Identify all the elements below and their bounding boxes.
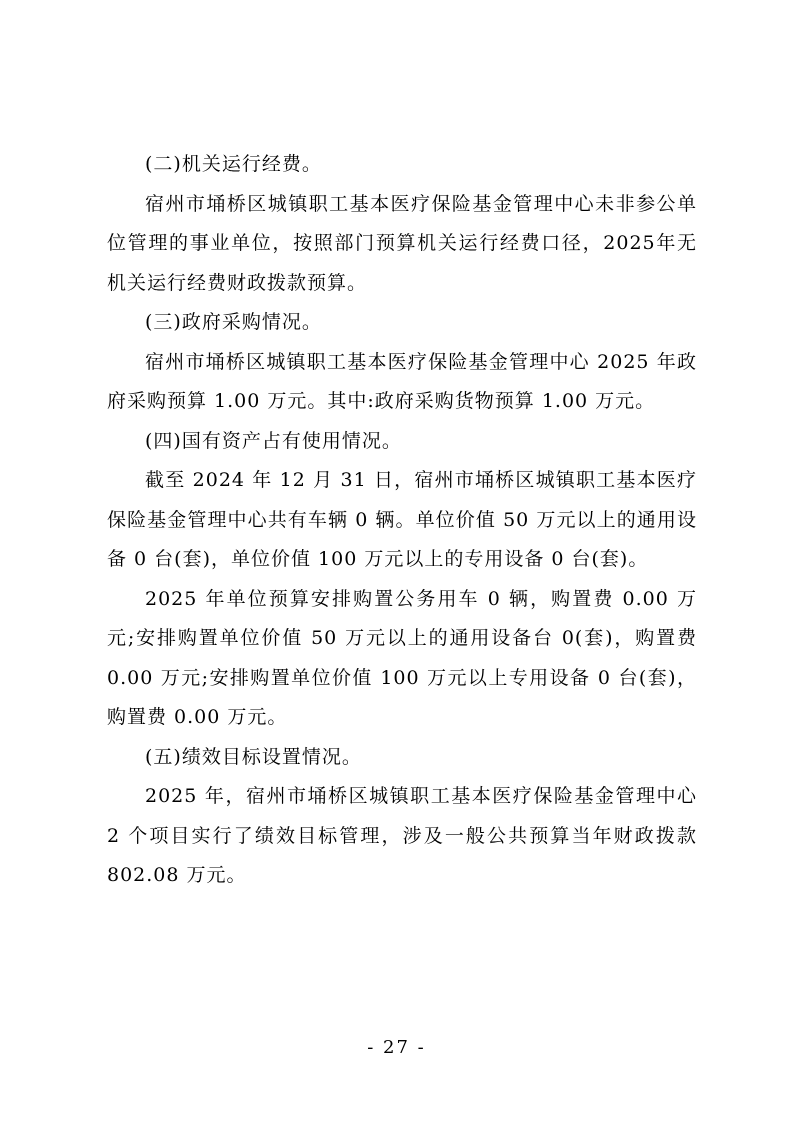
section-heading-procurement: (三)政府采购情况。 bbox=[145, 311, 322, 333]
document-body bbox=[107, 145, 697, 896]
section-heading-state-assets: (四)国有资产占有使用情况。 bbox=[145, 429, 402, 452]
paragraph-procurement: 宿州市埇桥区城镇职工基本医疗保险基金管理中心 2025 年政府采购预算 1.00 万元。其中:政府采购货物预算 1.00 万元。 bbox=[107, 350, 697, 412]
paragraph-performance: 2025 年，宿州市埇桥区城镇职工基本医疗保险基金管理中心 2 个项目实行了绩效目标管理，涉及一般公共预算当年财政拨款 802.08 万元。 bbox=[107, 785, 697, 886]
paragraph-asset-purchase: 2025 年单位预算安排购置公务用车 0 辆，购置费 0.00 万元;安排购置单位价值 50 万元以上的通用设备台 0(套)，购置费 0.00 万元;安排购置单位价值 100 万元以上专用设备 0 台(套)，购置费 0.00 万元。 bbox=[107, 587, 697, 728]
section-heading-operating-expenses: (二)机关运行经费。 bbox=[145, 153, 322, 175]
paragraph-operating-expenses: 宿州市埇桥区城镇职工基本医疗保险基金管理中心未非参公单位管理的事业单位，按照部门预算机关运行经费口径，2025年无机关运行经费财政拨款预算。 bbox=[107, 192, 697, 294]
page-number: - 27 - bbox=[367, 1037, 426, 1058]
section-heading-performance: (五)绩效目标设置情况。 bbox=[145, 745, 362, 768]
paragraph-state-assets: 截至 2024 年 12 月 31 日，宿州市埇桥区城镇职工基本医疗保险基金管理中心共有车辆 0 辆。单位价值 50 万元以上的通用设备 0 台(套)，单位价值 100 万元以上的专用设备 0 台(套)。 bbox=[107, 469, 697, 570]
